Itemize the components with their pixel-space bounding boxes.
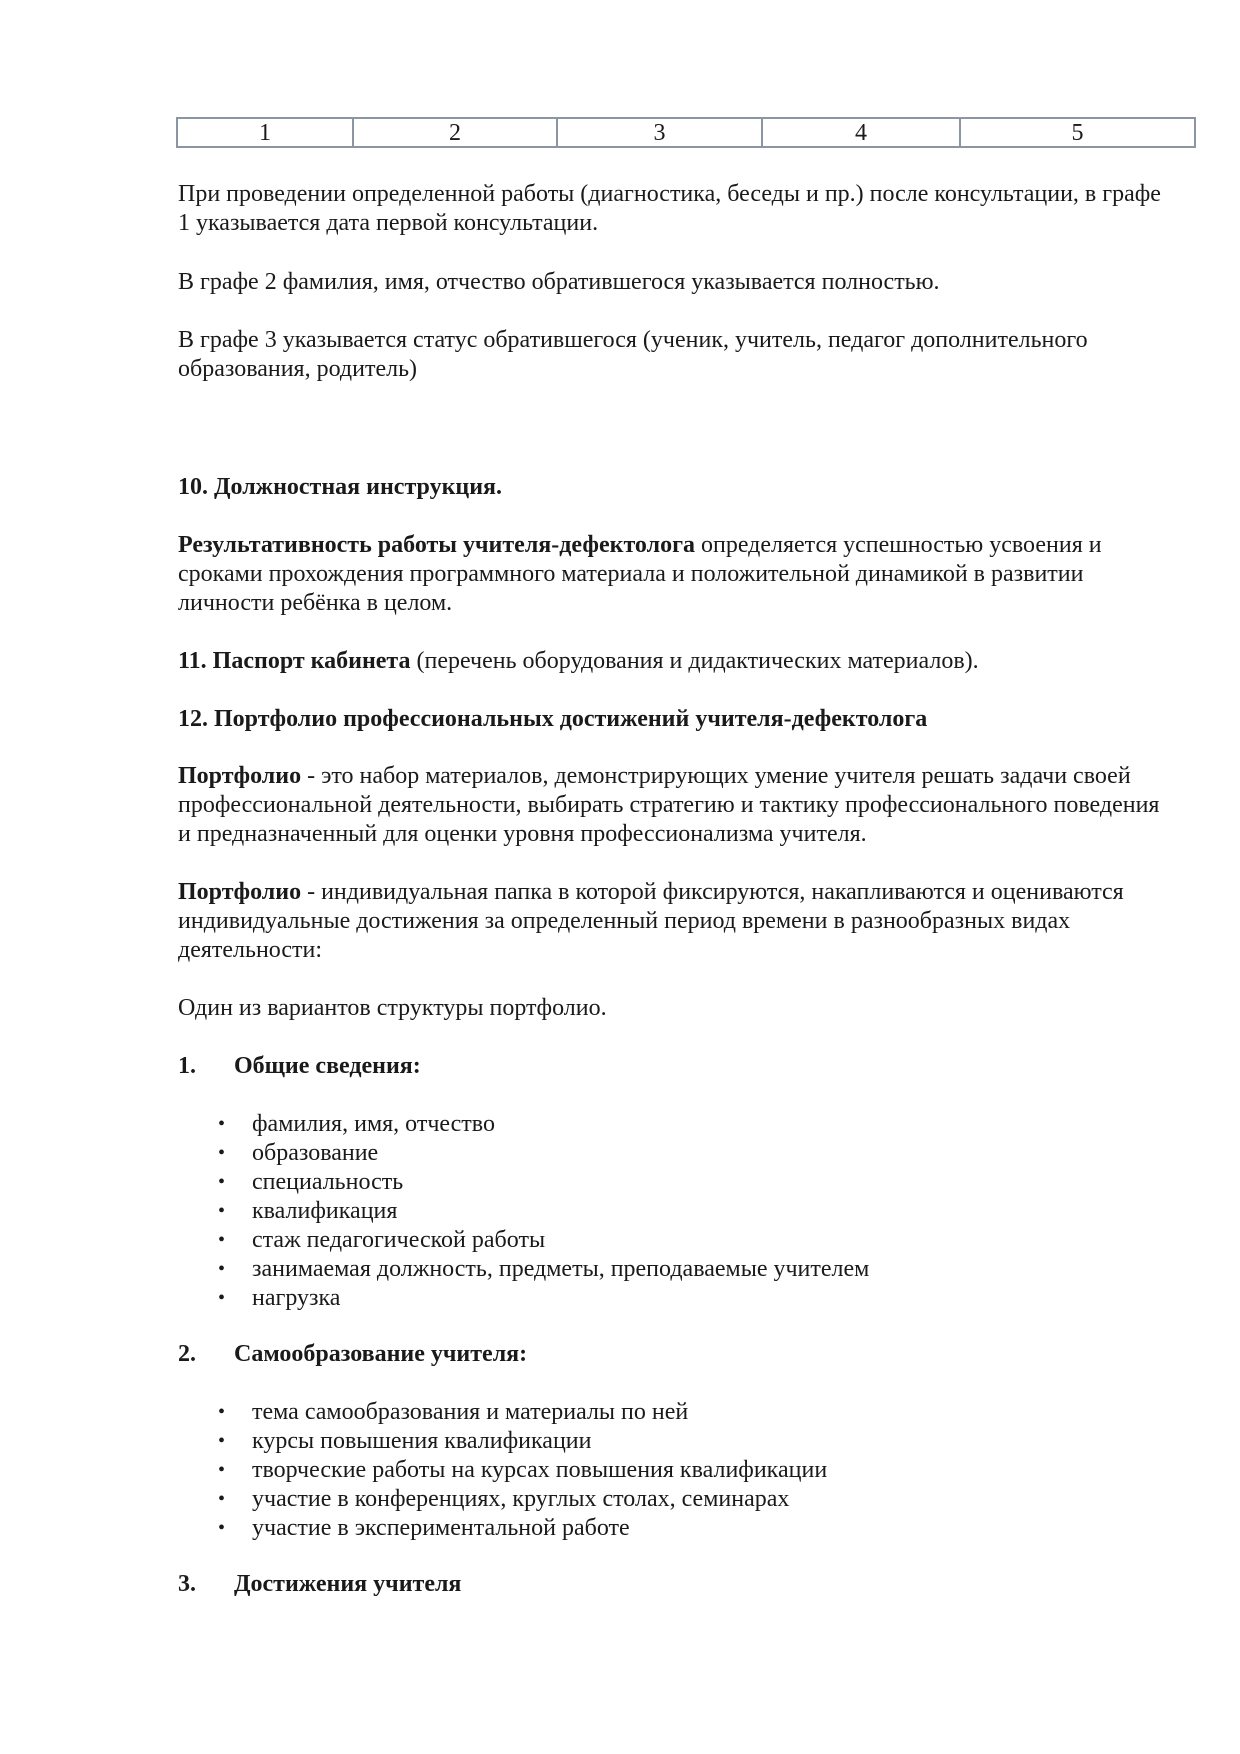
- portfolio-term: Портфолио: [178, 879, 302, 905]
- bullet-icon: •: [218, 1430, 226, 1452]
- list-number: 3.: [178, 1571, 196, 1597]
- section-12-heading: 12. Портфолио профессиональных достижений учителя-дефектолога: [178, 706, 928, 732]
- bullet-icon: •: [218, 1113, 226, 1135]
- results-text: определяется успешностью усвоения и сроками прохождения программного материала и положительной динамикой в развитии личности ребёнка в целом.: [178, 532, 1102, 616]
- bullet-icon: •: [218, 1401, 226, 1423]
- table-cell: 1: [177, 118, 353, 147]
- section-11-heading: [178, 647, 1178, 676]
- portfolio-term: Портфолио: [178, 763, 302, 789]
- list-section-title: Достижения учителя: [234, 1571, 462, 1597]
- bullet-icon: •: [218, 1287, 226, 1309]
- structure-intro: Один из вариантов структуры портфолио.: [178, 995, 607, 1021]
- list-section-title: Общие сведения:: [234, 1053, 421, 1079]
- list-section-title: Самообразование учителя:: [234, 1341, 528, 1367]
- table-cell: 3: [557, 118, 762, 147]
- list-item: • курсы повышения квалификации: [218, 1428, 592, 1454]
- graph-number-table: [176, 117, 1196, 148]
- bullet-icon: •: [218, 1459, 226, 1481]
- table-cell: 4: [762, 118, 960, 147]
- bullet-icon: •: [218, 1258, 226, 1280]
- list-item: • специальность: [218, 1169, 404, 1195]
- paragraph-results: [178, 531, 1178, 618]
- bullet-icon: •: [218, 1488, 226, 1510]
- table-cell: 5: [960, 118, 1195, 147]
- bullet-icon: •: [218, 1200, 226, 1222]
- list-item: • творческие работы на курсах повышения квалификации: [218, 1457, 828, 1483]
- list-general-info: [214, 1110, 869, 1313]
- list-item: • участие в экспериментальной работе: [218, 1515, 630, 1541]
- bullet-icon: •: [218, 1171, 226, 1193]
- list-number: 2.: [178, 1341, 196, 1367]
- list-item: • тема самообразования и материалы по ней: [218, 1399, 689, 1425]
- table-cell: 2: [353, 118, 557, 147]
- section-10-heading: 10. Должностная инструкция.: [178, 474, 503, 500]
- list-item: • квалификация: [218, 1198, 398, 1224]
- paragraph-portfolio-definition-2: [178, 878, 1178, 965]
- list-number: 1.: [178, 1053, 196, 1079]
- list-item: • занимаемая должность, предметы, преподаваемые учителем: [218, 1256, 870, 1282]
- results-term: Результативность работы учителя-дефектолога: [178, 532, 695, 558]
- paragraph-graph-3: В графе 3 указывается статус обратившегося (ученик, учитель, педагог дополнительного образования, родитель): [178, 327, 1088, 382]
- paragraph-graph-2: В графе 2 фамилия, имя, отчество обратившегося указывается полностью.: [178, 269, 940, 295]
- bullet-icon: •: [218, 1142, 226, 1164]
- list-item: • стаж педагогической работы: [218, 1227, 546, 1253]
- list-item: • образование: [218, 1140, 379, 1166]
- list-item: • фамилия, имя, отчество: [218, 1111, 495, 1137]
- list-item: • нагрузка: [218, 1285, 341, 1311]
- table-row: [177, 118, 1195, 147]
- list-self-education: [214, 1398, 827, 1543]
- paragraph-graph-1: При проведении определенной работы (диагностика, беседы и пр.) после консультации, в графе 1 указывается дата первой консультации.: [178, 181, 1161, 236]
- section-11-note: (перечень оборудования и дидактических материалов).: [410, 648, 979, 674]
- bullet-icon: •: [218, 1229, 226, 1251]
- paragraph-portfolio-definition-1: [178, 762, 1178, 849]
- bullet-icon: •: [218, 1517, 226, 1539]
- list-item: • участие в конференциях, круглых столах, семинарах: [218, 1486, 790, 1512]
- portfolio-text: - это набор материалов, демонстрирующих умение учителя решать задачи своей профессиональной деятельности, выбирать стратегию и тактику профессионального поведения и предназначенный для оценки уровня профессионализма учителя.: [178, 763, 1160, 847]
- section-11-title: 11. Паспорт кабинета: [178, 648, 411, 674]
- portfolio-text: - индивидуальная папка в которой фиксируются, накапливаются и оцениваются индивидуальные достижения за определенный период времени в разнообразных видах деятельности:: [178, 879, 1124, 963]
